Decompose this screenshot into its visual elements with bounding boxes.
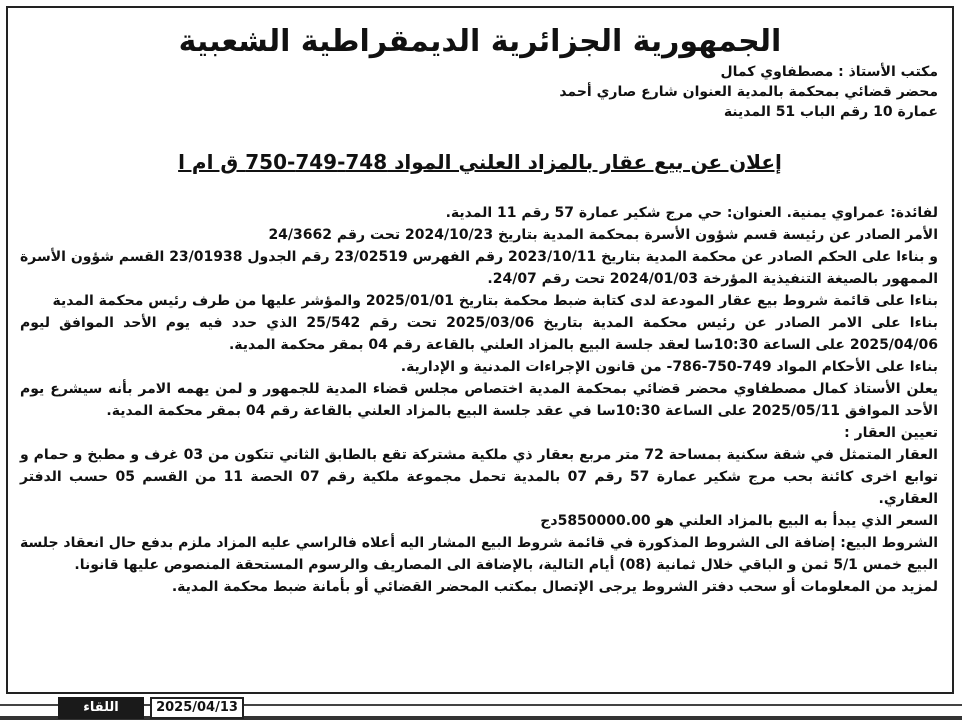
body-paragraph-contact: لمزيد من المعلومات أو سحب دفتر الشروط يرجى الإتصال بمكتب المحضر القضائي أو بأمانة ضبط محكمة المدية.	[171, 579, 938, 595]
body-paragraph-property: العقار المتمثل في شقة سكنية بمساحة 72 متر مربع بعقار ذي ملكية مشتركة تقع بالطابق الثاني تتكون من 03 غرف و مطبخ و حمام و توابع اخرى كائنة بحب مرج شكير عمارة 57 رقم 07 بالمدية تحمل مجموعة ملكية رقم 07 الحصة 11 من القسم 05 حسب الدفتر العقاري.	[20, 447, 939, 507]
footer-divider-thick	[0, 716, 962, 720]
page-title: الجمهورية الجزائرية الديمقراطية الشعبية	[178, 24, 782, 59]
body-paragraph-price: السعر الذي يبدأ به البيع بالمزاد العلني هو 5850000.00دج	[540, 513, 938, 529]
newspaper-name-badge: اللقاء	[58, 697, 144, 719]
body-paragraph-articles: بناءا على الأحكام المواد 749-750-786- من قانون الإجراءات المدنية و الإدارية.	[400, 359, 938, 375]
office-block	[559, 62, 938, 122]
office-line-building: عمارة 10 رقم الباب 51 المدينة	[723, 104, 938, 120]
body-paragraph-property-heading: تعيين العقار :	[844, 425, 938, 441]
office-line-address: محضر قضائي بمحكمة بالمدية العنوان شارع صاري أحمد	[559, 84, 938, 100]
body-paragraph-order: الأمر الصادر عن رئيسة قسم شؤون الأسرة بمحكمة المدية بتاريخ 2024/10/23 تحت رقم 24/3662	[268, 227, 938, 243]
notice-page	[8, 8, 952, 692]
body-paragraph-sale-terms: الشروط البيع: إضافة الى الشروط المذكورة في قائمة شروط البيع المشار اليه أعلاه فالراسي عليه المزاد ملزم بدفع حال انعقاد جلسة البيع خمس 5/1 ثمن و الباقي خلال ثمانية (08) أيام التالية، بالإضافة الى المصاريف والرسوم المستحقة المنصوص عليها قانونا.	[20, 535, 938, 573]
body-paragraph-conditions-list: بناءا على قائمة شروط بيع عقار المودعة لدى كتابة ضبط محكمة بتاريخ 2025/01/01 والمؤشر عليها من طرف رئيس محكمة المدية	[52, 293, 938, 309]
body-paragraph-beneficiary: لفائدة: عمراوي يمنية. العنوان: حي مرج شكير عمارة 57 رقم 11 المدية.	[445, 205, 938, 221]
footer-divider	[0, 704, 962, 706]
body-paragraph-president-order: بناءا على الامر الصادر عن رئيس محكمة المدية بتاريخ 2025/03/06 تحت رقم 25/542 الذي حدد فيه يوم الأحد الموافق ليوم 2025/04/06 على الساعة 10:30سا لعقد جلسة البيع بالمزاد العلني بالقاعة رقم 04 بمقر محكمة المدية.	[20, 315, 938, 353]
publication-date-badge: 2025/04/13	[150, 697, 244, 719]
notice-body	[20, 202, 938, 598]
notice-frame	[6, 6, 954, 694]
body-paragraph-judgment: و بناءا على الحكم الصادر عن محكمة المدية بتاريخ 2023/10/11 رقم الفهرس 23/02519 رقم الجدول 23/01938 القسم شؤون الأسرة الممهور بالصيغة التنفيذية المؤرخة 2024/01/03 تحت رقم 24/07.	[20, 249, 938, 287]
body-paragraph-announcement: يعلن الأستاذ كمال مصطفاوي محضر قضائي بمحكمة المدية اختصاص مجلس قضاء المدية للجمهور و لمن يهمه الامر بأنه سيشرع يوم الأحد الموافق 2025/05/11 على الساعة 10:30سا في عقد جلسة البيع بالمزاد العلني بالقاعة رقم 04 بمقر محكمة المدية.	[20, 381, 938, 419]
office-line-name: مكتب الأستاذ : مصطفاوي كمال	[720, 64, 938, 80]
notice-headline: إعلان عن بيع عقار بالمزاد العلني المواد 748-749-750 ق ام ا	[178, 150, 782, 174]
